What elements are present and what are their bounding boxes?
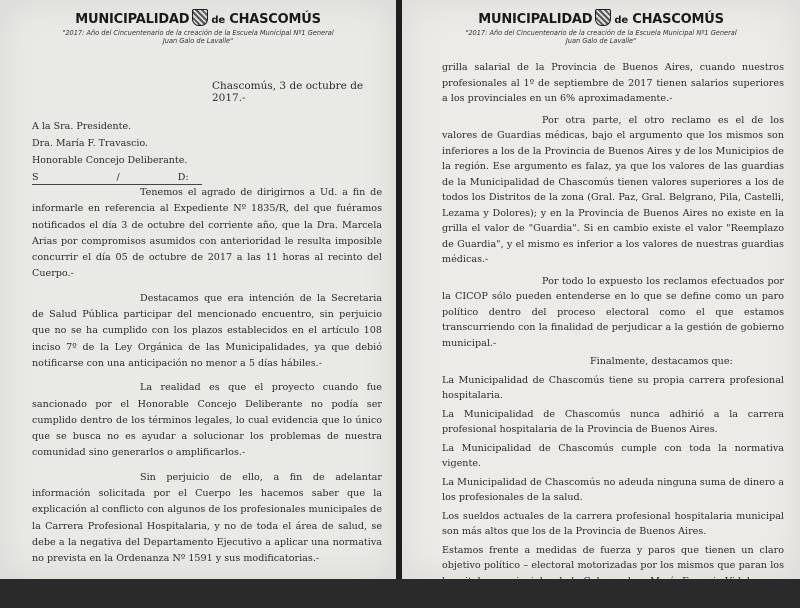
finally-heading: Finalmente, destacamos que: [590,356,733,367]
brand-name-left: MUNICIPALIDAD [478,12,593,27]
brand-de: de [211,15,225,26]
closing-point: La Municipalidad de Chascomús tiene su propia carrera profesional hospitalaria. [442,374,784,401]
closing-point: La Municipalidad de Chascomús cumple con toda la normativa vigente. [442,442,784,469]
closing-point: La Municipalidad de Chascomús nunca adhirió a la carrera profesional hospitalaria de la Provincia de Buenos Aires. [442,408,784,435]
body-paragraph: La realidad es que el proyecto cuando fue sancionado por el Honorable Concejo Deliberante no podía ser cumplido dentro de los términos legales, lo cual evidencia que lo único que se busca no es ayudar a solucionar los problemas de nuestra comunidad sino generarlos o amplificarlos.- [32,382,382,459]
header-motto [402,29,800,45]
salutation-d: D: [177,172,189,183]
body-paragraph: Destacamos que era intención de la Secretaria de Salud Pública participar del mencionado encuentro, sin perjuicio que no se ha cumplido con los plazos establecidos en el artículo 108 inciso 7º de la Ley Orgánica de las Municipalidades, ya que debió notificarse con una anticipación no menor a 5 días hábiles.- [32,292,382,369]
motto-line-2: Juan Galo de Lavalle" [565,37,637,45]
motto-line-1: "2017: Año del Cincuentenario de la creación de la Escuela Municipal Nº1 General [465,29,737,37]
body-paragraph: Tenemos el agrado de dirigirnos a Ud. a fin de informarle en referencia al Expediente Nº 1835/R, del que fuéramos notificados el día 3 de octubre del corriente año, que la Dra. Marcela Arias por compromisos asumidos con anterioridad le resulta imposible concurrir el día 05 de octubre de 2017 a las 11 horas al recinto del Cuerpo.- [32,187,382,280]
closing-point: Los sueldos actuales de la carrera profesional hospitalaria municipal son más altos que los de la Provincia de Buenos Aires. [442,510,784,537]
brand-name-right: CHASCOMÚS [632,12,724,27]
letter-date: Chascomús, 3 de octubre de 2017.- [212,80,364,104]
brand-de: de [614,15,628,26]
letter-body-right [442,60,784,589]
salutation-slash: / [116,172,120,183]
addressee-line: Dra. María F. Travascio. [32,138,149,149]
body-paragraph: Sin perjuicio de ello, a fin de adelantar información solicitada por el Cuerpo les hacemos saber que la explicación al conflicto con algunos de los profesionales municipales de la Carrera Profesional Hospitalaria, y no de toda el área de salud, se debe a la negativa del Departamento Ejecutivo a aplicar una normativa no prevista en la Ordenanza Nº 1591 y sus modificatorias.- [32,471,382,565]
motto-line-1: "2017: Año del Cincuentenario de la creación de la Escuela Municipal Nº1 General [62,29,334,37]
closing-point: La Municipalidad de Chascomús no adeuda ninguna suma de dinero a los profesionales de la salud. [442,476,784,503]
body-paragraph: Por otra parte, el otro reclamo es el de los valores de Guardias médicas, bajo el argumento que los mismos son inferiores a los de la Provincia de Buenos Aires y de los Municipios de la región. Ese argumento es falaz, ya que los valores de las guardias de la Municipalidad de Chascomús tienen valores superiores a los de todos los Distritos de la zona (Gral. Paz, Gral. Belgrano, Pila, Castelli, Lezama y Dolores); y en la Provincia de Buenos Aires no existe en la grilla el valor de "Guardia". Si en cambio existe el valor "Reemplazo de Guardia", y el mismo es inferior a los valores de nuestras guardias médicas.- [442,114,784,265]
motto-line-2: Juan Galo de Lavalle" [162,37,234,45]
body-paragraph: grilla salarial de la Provincia de Buenos Aires, cuando nuestros profesionales al 1º de septiembre de 2017 tienen salarios superiores a los provinciales en un 6% aproximadamente.- [442,62,784,104]
letter-body-left [32,185,382,608]
municipality-header [402,0,800,27]
header-motto [0,29,396,45]
coat-of-arms-icon [595,9,611,26]
coat-of-arms-icon [192,9,208,26]
body-paragraph: Ponemos de resalto que la CICOP ha planteado que le paguemos los sueldos y bonificaciones de acuerdo a la [32,577,382,605]
salutation-s: S [32,172,39,183]
letter-page-right [402,0,800,587]
brand-name-right: CHASCOMÚS [229,12,321,27]
municipality-header [0,0,396,27]
letter-page-left [0,0,396,605]
closing-point: Estamos frente a medidas de fuerza y paros que tienen un claro objetivo político – electoral motorizadas por los mismos que paran los hospitales provinciales de la Gobernadora María Eugenia Vidal. [442,544,784,587]
addressee-line: Honorable Concejo Deliberante. [32,155,188,166]
brand-name-left: MUNICIPALIDAD [75,12,190,27]
addressee-line: A la Sra. Presidente. [32,121,132,132]
body-paragraph: Por todo lo expuesto los reclamos efectuados por la CICOP sólo pueden entenderse en lo que se define como un paro político dentro del proceso electoral como el que estamos transcurriendo con la finalidad de perjudicar a la gestión de gobierno municipal.- [442,275,784,349]
salutation-line [32,172,202,185]
